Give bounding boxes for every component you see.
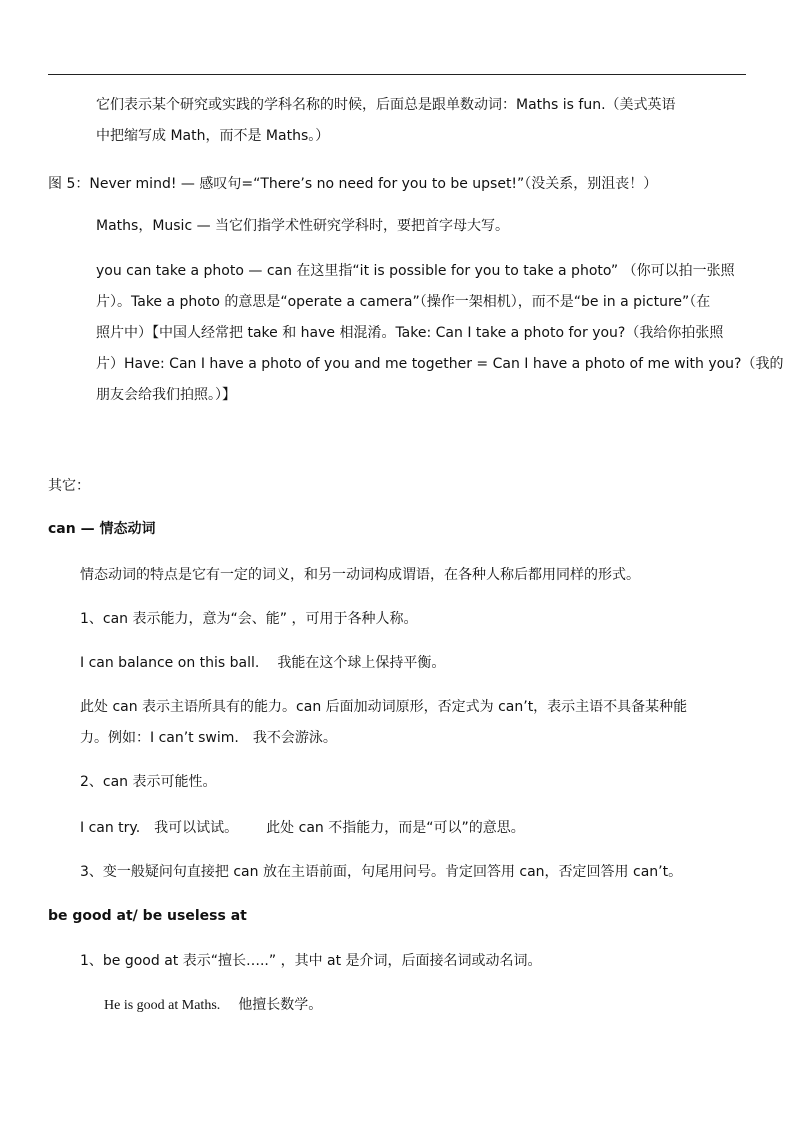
photo-note-line-1: you can take a photo — can 在这里指“it is possible for you to take a photo” （你可以拍一张照 (96, 263, 735, 279)
can-example-2-note: 此处 can 不指能力，而是“可以”的意思。 (266, 820, 525, 836)
modal-verb-intro: 情态动词的特点是它有一定的词义，和另一动词构成谓语，在各种人称后都用同样的形式。 (80, 567, 640, 583)
photo-note-line-4: 片）Have: Can I have a photo of you and me together = Can I have a photo of me with you?（我的 (96, 356, 784, 372)
header-rule (48, 74, 746, 75)
can-example-2 (80, 818, 525, 838)
can-example-2-english: I can try. (80, 820, 141, 836)
maths-music-line: Maths，Music — 当它们指学术性研究学科时，要把首字母大写。 (96, 218, 510, 234)
other-label: 其它： (48, 478, 90, 494)
can-point-3: 3、变一般疑问句直接把 can 放在主语前面，句尾用问号。肯定回答用 can，否定回答用 can’t。 (80, 864, 683, 880)
can-example-1 (80, 653, 445, 673)
be-good-at-heading: be good at/ be useless at (48, 908, 247, 924)
be-good-at-example-chinese: 他擅长数学。 (238, 998, 323, 1013)
subject-name-line-1: 它们表示某个研究或实践的学科名称的时候，后面总是跟单数动词：Maths is fun.（美式英语 (96, 97, 676, 113)
figure-5-line: 图 5：Never mind! — 感叹句=“There’s no need for you to be upset!”（没关系，别沮丧！） (48, 176, 658, 192)
can-example-1-english: I can balance on this ball. (80, 655, 260, 671)
photo-note-line-2: 片）。Take a photo 的意思是“operate a camera”（操作一架相机），而不是“be in a picture”（在 (96, 294, 711, 310)
subject-name-line-2: 中把缩写成 Math，而不是 Maths。） (96, 128, 330, 144)
can-explain-line-1: 此处 can 表示主语所具有的能力。can 后面加动词原形，否定式为 can’t，表示主语不具备某种能 (80, 699, 688, 715)
can-example-1-chinese: 我能在这个球上保持平衡。 (277, 655, 446, 671)
can-explain-example-english: 力。例如：I can’t swim. (80, 730, 239, 746)
can-example-2-chinese: 我可以试试。 (154, 820, 239, 836)
can-heading: can — 情态动词 (48, 521, 156, 537)
can-point-2: 2、can 表示可能性。 (80, 774, 217, 790)
be-good-at-point-1: 1、be good at 表示“擅长…..” ，其中 at 是介词，后面接名词或动名词。 (80, 953, 542, 969)
be-good-at-example-english: He is good at Maths. (104, 998, 221, 1013)
photo-note-line-3: 照片中）【中国人经常把 take 和 have 相混淆。Take: Can I take a photo for you?（我给你拍张照 (96, 325, 724, 341)
photo-note-line-5: 朋友会给我们拍照。）】 (96, 387, 236, 403)
be-good-at-example (104, 996, 322, 1016)
can-explain-example-chinese: 我不会游泳。 (252, 730, 337, 746)
can-point-1: 1、can 表示能力，意为“会、能” ，可用于各种人称。 (80, 611, 418, 627)
can-explain-line-2 (80, 728, 337, 748)
